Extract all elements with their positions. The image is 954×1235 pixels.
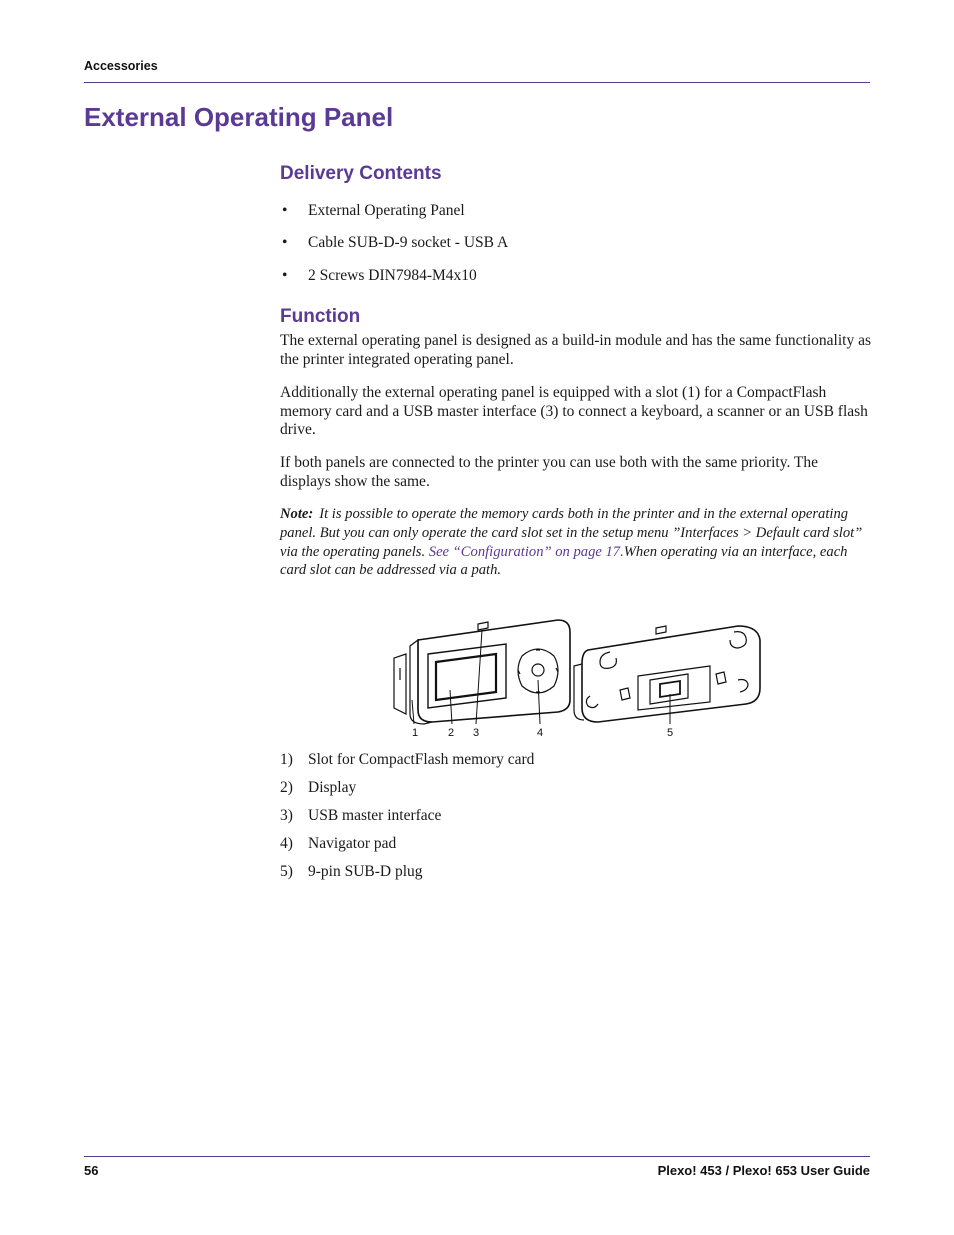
function-paragraph: The external operating panel is designed as a build-in module and has the same functionality as the printer integrated operating panel. bbox=[280, 332, 871, 368]
page-number: 56 bbox=[84, 1163, 99, 1178]
legend-text: USB master interface bbox=[308, 807, 442, 824]
function-heading: Function bbox=[280, 306, 361, 327]
delivery-item-text: External Operating Panel bbox=[308, 202, 465, 219]
delivery-item-text: 2 Screws DIN7984-M4x10 bbox=[308, 267, 477, 284]
legend-number: 2) bbox=[280, 779, 293, 796]
function-paragraph: Additionally the external operating panel is equipped with a slot (1) for a CompactFlash memory card and a USB master interface (3) to connect a keyboard, a scanner or an USB flash drive. bbox=[280, 384, 868, 439]
page-title: External Operating Panel bbox=[84, 102, 394, 132]
header-rule bbox=[84, 82, 870, 83]
running-header: Accessories bbox=[84, 59, 158, 73]
function-paragraph: If both panels are connected to the printer you can use both with the same priority. The displays show the same. bbox=[280, 454, 819, 490]
legend-text: Display bbox=[308, 779, 357, 796]
callout-4: 4 bbox=[537, 727, 544, 739]
legend-number: 3) bbox=[280, 807, 293, 824]
configuration-link[interactable]: See “Configuration” on page 17. bbox=[428, 543, 624, 560]
note-text: It is possible to operate the memory cards both in the printer and in the external operating panel. But you can only operate the card slot set in the setup menu ”Interfaces > Default card slot” via the operating panels. bbox=[280, 506, 863, 560]
legend-number: 4) bbox=[280, 835, 293, 852]
note-paragraph bbox=[280, 505, 872, 580]
back-panel-drawing bbox=[574, 626, 760, 722]
delivery-item-text: Cable SUB-D-9 socket - USB A bbox=[308, 234, 509, 251]
callout-5: 5 bbox=[667, 727, 674, 739]
panel-figure bbox=[388, 610, 768, 740]
delivery-heading: Delivery Contents bbox=[280, 163, 442, 184]
legend-text: 9-pin SUB-D plug bbox=[308, 863, 423, 880]
legend-text: Slot for CompactFlash memory card bbox=[308, 751, 535, 768]
footer-rule bbox=[84, 1156, 870, 1157]
legend-number: 5) bbox=[280, 863, 293, 880]
callout-2: 2 bbox=[448, 727, 455, 739]
note-label: Note: bbox=[280, 506, 314, 522]
legend-text: Navigator pad bbox=[308, 835, 397, 852]
note-text-after: When operating via an interface, each card slot can be addressed via a path. bbox=[280, 543, 848, 579]
legend-number: 1) bbox=[280, 751, 293, 768]
guide-title: Plexo! 453 / Plexo! 653 User Guide bbox=[657, 1163, 870, 1178]
callout-1: 1 bbox=[412, 727, 419, 739]
callout-3: 3 bbox=[473, 727, 480, 739]
